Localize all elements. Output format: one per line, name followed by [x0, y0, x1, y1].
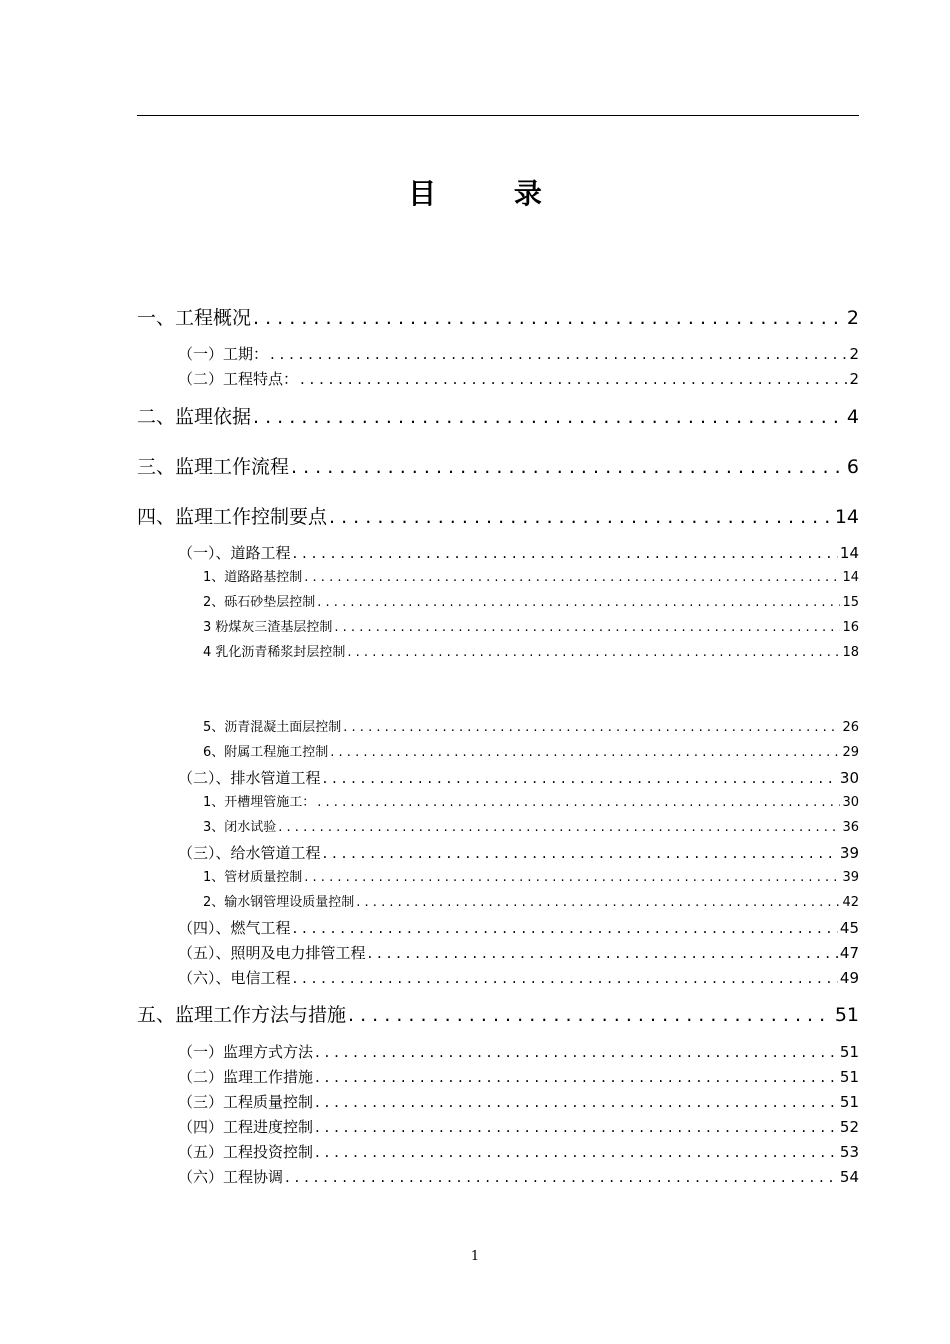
toc-entry-label: （三）工程质量控制	[178, 1093, 314, 1111]
toc-entry-page: 39	[842, 870, 859, 885]
toc-entry[interactable]	[178, 946, 859, 961]
toc-entry-page: 51	[839, 1068, 859, 1086]
toc-leader-dots	[253, 309, 845, 328]
toc-entry-label: 4 乳化沥青稀浆封层控制	[203, 645, 346, 660]
toc-entry-label: （二）工程特点：	[178, 370, 299, 388]
toc-leader-dots	[348, 1006, 833, 1025]
toc-leader-dots	[315, 1145, 838, 1160]
toc-entry[interactable]	[203, 796, 859, 809]
toc-entry-page: 49	[839, 969, 859, 987]
toc-leader-dots	[315, 1095, 838, 1110]
toc-entry[interactable]	[203, 621, 859, 634]
toc-entry-page: 47	[839, 944, 859, 962]
toc-entry-page: 52	[839, 1118, 859, 1136]
toc-entry[interactable]	[137, 508, 859, 527]
toc-entry-label: （六）、电信工程	[178, 969, 291, 987]
toc-leader-dots	[323, 846, 838, 861]
toc-entry[interactable]	[203, 721, 859, 734]
toc-entry-page: 45	[839, 919, 859, 937]
toc-entry-label: （六）工程协调	[178, 1168, 284, 1186]
toc-entry[interactable]	[178, 846, 859, 861]
toc-entry-page: 6	[846, 456, 859, 478]
toc-leader-dots	[253, 408, 845, 427]
toc-entry-label: 一、工程概况	[137, 307, 252, 329]
toc-entry[interactable]	[203, 896, 859, 909]
toc-leader-dots	[317, 596, 840, 609]
toc-entry-page: 30	[839, 769, 859, 787]
toc-entry-page: 14	[842, 570, 859, 585]
toc-leader-dots	[285, 1170, 838, 1185]
toc-entry-page: 14	[834, 506, 859, 528]
toc-entry-label: 3、闭水试验	[203, 820, 277, 835]
toc-entry[interactable]	[203, 821, 859, 834]
toc-entry[interactable]	[178, 921, 859, 936]
toc-leader-dots	[270, 347, 847, 362]
toc-entry-label: （一）、道路工程	[178, 544, 291, 562]
toc-leader-dots	[315, 1120, 838, 1135]
toc-leader-dots	[315, 1070, 838, 1085]
toc-leader-dots	[278, 821, 840, 834]
toc-leader-dots	[315, 1045, 838, 1060]
toc-entry-page: 51	[834, 1004, 859, 1026]
toc-entry-page: 16	[842, 620, 859, 635]
toc-entry[interactable]	[137, 1006, 859, 1025]
toc-leader-dots	[356, 896, 840, 909]
toc-entry[interactable]	[203, 596, 859, 609]
toc-leader-dots	[343, 721, 840, 734]
toc-title: 目 录	[408, 177, 576, 210]
toc-entry-label: 6、附属工程施工控制	[203, 745, 329, 760]
toc-entry[interactable]	[203, 571, 859, 584]
toc-entry-label: 2、输水钢管埋设质量控制	[203, 895, 355, 910]
toc-leader-dots	[304, 571, 840, 584]
toc-entry-label: 1、开槽埋管施工：	[203, 795, 316, 810]
toc-leader-dots	[300, 372, 847, 387]
toc-entry[interactable]	[137, 458, 859, 477]
toc-entry[interactable]	[178, 1045, 859, 1060]
toc-entry[interactable]	[178, 546, 859, 561]
toc-leader-dots	[304, 871, 840, 884]
toc-leader-dots	[323, 771, 838, 786]
toc-entry-label: （五）、照明及电力排管工程	[178, 944, 366, 962]
toc-entry-label: 3 粉煤灰三渣基层控制	[203, 620, 333, 635]
toc-entry[interactable]	[178, 771, 859, 786]
toc-entry-page: 2	[846, 307, 859, 329]
toc-entry-label: 5、沥青混凝土面层控制	[203, 720, 342, 735]
toc-entry-page: 54	[839, 1168, 859, 1186]
toc-entry-page: 36	[842, 820, 859, 835]
toc-entry-page: 26	[842, 720, 859, 735]
toc-entry[interactable]	[137, 408, 859, 427]
toc-entry-page: 15	[842, 595, 859, 610]
toc-entry[interactable]	[178, 1145, 859, 1160]
toc-entry-label: （四）、燃气工程	[178, 919, 291, 937]
toc-entry-page: 2	[849, 345, 859, 363]
toc-leader-dots	[293, 921, 838, 936]
toc-entry-page: 42	[842, 895, 859, 910]
toc-leader-dots	[293, 546, 838, 561]
toc-entry-label: 四、监理工作控制要点	[137, 506, 328, 528]
toc-entry-label: 1、管材质量控制	[203, 870, 303, 885]
toc-entry-label: （二）监理工作措施	[178, 1068, 314, 1086]
toc-entry-label: （一）工期：	[178, 345, 269, 363]
toc-entry-label: （四）工程进度控制	[178, 1118, 314, 1136]
toc-entry-page: 29	[842, 745, 859, 760]
toc-entry-label: 1、道路路基控制	[203, 570, 303, 585]
toc-entry[interactable]	[203, 871, 859, 884]
toc-entry[interactable]	[203, 746, 859, 759]
toc-entry-label: （二）、排水管道工程	[178, 769, 321, 787]
toc-leader-dots	[293, 971, 838, 986]
toc-entry-page: 53	[839, 1143, 859, 1161]
toc-entry[interactable]	[178, 347, 859, 362]
toc-entry[interactable]	[137, 309, 859, 328]
toc-leader-dots	[330, 746, 840, 759]
toc-entry-label: 2、砾石砂垫层控制	[203, 595, 316, 610]
toc-entry-page: 30	[842, 795, 859, 810]
page-number: 1	[470, 1249, 480, 1264]
toc-entry-label: 三、监理工作流程	[137, 456, 290, 478]
toc-leader-dots	[329, 508, 833, 527]
toc-leader-dots	[291, 458, 845, 477]
toc-entry[interactable]	[178, 1070, 859, 1085]
toc-entry-page: 4	[846, 406, 859, 428]
toc-entry-label: （三）、给水管道工程	[178, 844, 321, 862]
toc-leader-dots	[317, 796, 840, 809]
toc-entry[interactable]	[178, 372, 859, 387]
toc-entry-page: 14	[839, 544, 859, 562]
toc-entry[interactable]	[203, 646, 859, 659]
toc-entry-page: 51	[839, 1043, 859, 1061]
toc-entry[interactable]	[178, 1095, 859, 1110]
toc-leader-dots	[334, 621, 840, 634]
toc-entry-page: 18	[842, 645, 859, 660]
toc-leader-dots	[347, 646, 840, 659]
toc-leader-dots	[368, 946, 838, 961]
toc-entry-page: 2	[849, 370, 859, 388]
toc-entry-label: （五）工程投资控制	[178, 1143, 314, 1161]
toc-entry-page: 51	[839, 1093, 859, 1111]
toc-entry-label: 五、监理工作方法与措施	[137, 1004, 347, 1026]
toc-entry[interactable]	[178, 1170, 859, 1185]
toc-entry[interactable]	[178, 1120, 859, 1135]
toc-entry-label: 二、监理依据	[137, 406, 252, 428]
toc-entry-label: （一）监理方式方法	[178, 1043, 314, 1061]
toc-entry-page: 39	[839, 844, 859, 862]
toc-entry[interactable]	[178, 971, 859, 986]
